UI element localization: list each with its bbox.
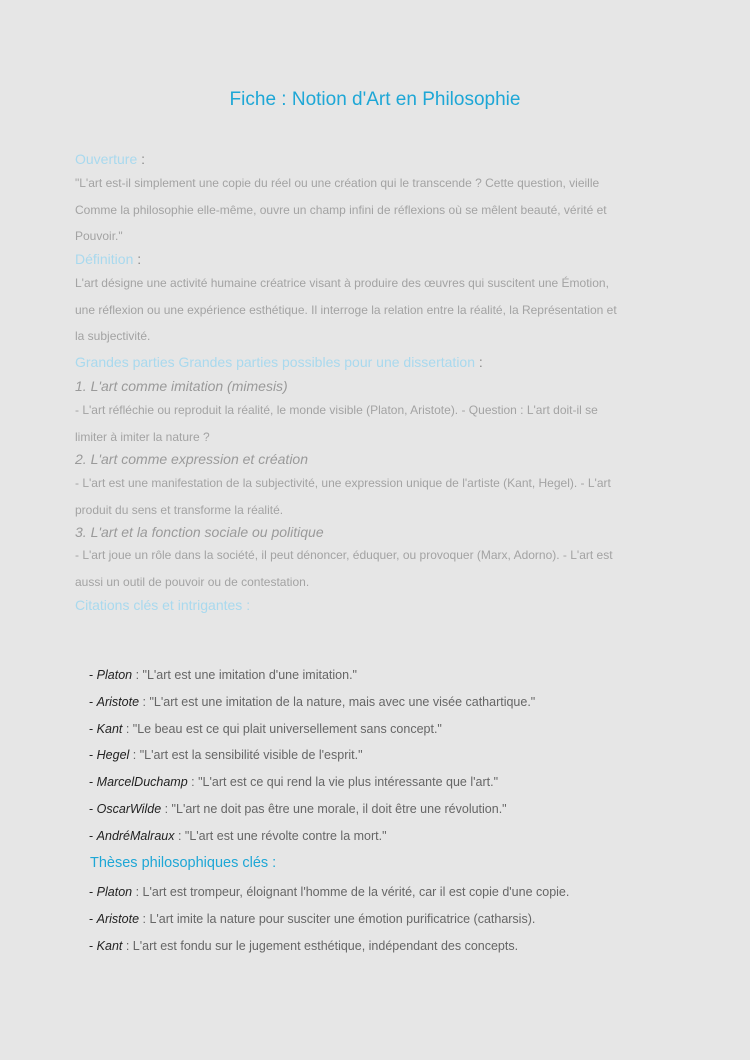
citation-author: Aristote [96,694,140,709]
thesis-item [89,908,569,935]
definition-heading-colon: : [137,251,142,267]
citation-dash: - [89,694,94,709]
citation-author: Hegel [96,748,130,763]
citation-author: Platon [96,668,133,682]
citation-item [89,825,535,852]
citation-dash: - [89,801,94,816]
thesis-item [89,935,569,962]
citation-text: : "L'art est ce qui rend la vie plus intéressante que l'art." [187,775,499,790]
thesis-text: : L'art imite la nature pour susciter une émotion purificatrice (catharsis). [139,912,536,926]
thesis-author: Aristote [96,912,140,926]
ouverture-paragraph [75,170,665,250]
thesis-author: Platon [96,885,133,899]
grandes-parties-heading-text: Grandes parties Grandes parties possibles pour une dissertation [75,354,475,370]
thesis-text: : L'art est trompeur, éloignant l'homme de la vérité, car il est copie d'une copie. [132,885,570,899]
ouverture-line: Comme la philosophie elle-même, ouvre un champ infini de réflexions où se mêlent beauté, vérité et [75,202,607,217]
citations-list [89,664,535,852]
thesis-text: : L'art est fondu sur le jugement esthétique, indépendant des concepts. [122,939,519,953]
part-line: produit du sens et transforme la réalité. [75,502,284,517]
definition-line: L'art désigne une activité humaine créatrice visant à produire des œuvres qui suscitent une Émotion, [75,276,609,290]
page-title: Fiche : Notion d'Art en Philosophie [229,89,521,110]
citation-author: AndréMalraux [96,828,175,843]
section-heading-citations: Citations clés et intrigantes : [75,597,251,613]
part-title: 2. L'art comme expression et création [75,451,309,467]
citation-dash: - [89,668,94,682]
thesis-dash: - [89,912,94,926]
section-heading-theses: Thèses philosophiques clés : [90,855,277,871]
part-line: - L'art joue un rôle dans la société, il peut dénoncer, éduquer, ou provoquer (Marx, Adorno). - L'art est [75,548,613,562]
part-paragraph [75,542,665,595]
ouverture-line: "L'art est-il simplement une copie du réel ou une création qui le transcende ? Cette question, vieille [75,176,600,190]
thesis-item [89,881,569,908]
citation-text: : "L'art est une imitation d'une imitation." [132,668,357,682]
part-paragraph [75,397,665,450]
citation-author: OscarWilde [96,801,162,816]
citation-author: MarcelDuchamp [96,775,188,790]
ouverture-heading-colon: : [141,151,146,167]
part-line: - L'art réfléchie ou reproduit la réalité, le monde visible (Platon, Aristote). - Question : L'art doit-il se [75,403,598,417]
ouverture-heading-text: Ouverture [75,151,138,167]
citation-item [89,744,535,771]
citation-item [89,691,535,718]
part-title: 3. L'art et la fonction sociale ou politique [75,524,324,540]
citation-text: : "L'art est une imitation de la nature, mais avec une visée cathartique." [139,694,536,709]
section-heading-ouverture [75,151,145,167]
definition-heading-text: Définition [75,251,134,267]
citation-text: : "L'art est la sensibilité visible de l'esprit." [129,748,363,763]
definition-line: la subjectivité. [75,329,151,343]
citation-author: Kant [96,721,123,736]
section-heading-grandes-parties [75,354,483,370]
definition-paragraph [75,270,665,350]
citation-dash: - [89,775,94,790]
part-paragraph [75,470,665,523]
definition-line: une réflexion ou une expérience esthétique. Il interroge la relation entre la réalité, la Représentation et [75,302,617,317]
part-title: 1. L'art comme imitation (mimesis) [75,378,288,394]
citation-text: : "L'art ne doit pas être une morale, il doit être une révolution." [161,801,507,816]
citation-dash: - [89,721,94,736]
thesis-dash: - [89,885,94,899]
citation-item [89,798,535,825]
citation-dash: - [89,828,94,843]
citation-text: : "L'art est une révolte contre la mort." [174,828,387,843]
part-line: limiter à imiter la nature ? [75,429,210,444]
part-line: aussi un outil de pouvoir ou de contestation. [75,574,310,589]
citation-item [89,664,535,691]
citation-dash: - [89,748,94,763]
section-heading-definition [75,251,141,267]
citation-item [89,718,535,745]
part-line: - L'art est une manifestation de la subjectivité, une expression unique de l'artiste (Kant, Hegel). - L'art [75,476,611,490]
citation-item [89,771,535,798]
ouverture-line: Pouvoir." [75,229,123,243]
citation-text: : "Le beau est ce qui plait universellement sans concept." [122,721,442,736]
thesis-author: Kant [96,939,123,953]
thesis-dash: - [89,939,94,953]
grandes-parties-heading-colon: : [478,354,483,370]
theses-list [89,881,569,962]
